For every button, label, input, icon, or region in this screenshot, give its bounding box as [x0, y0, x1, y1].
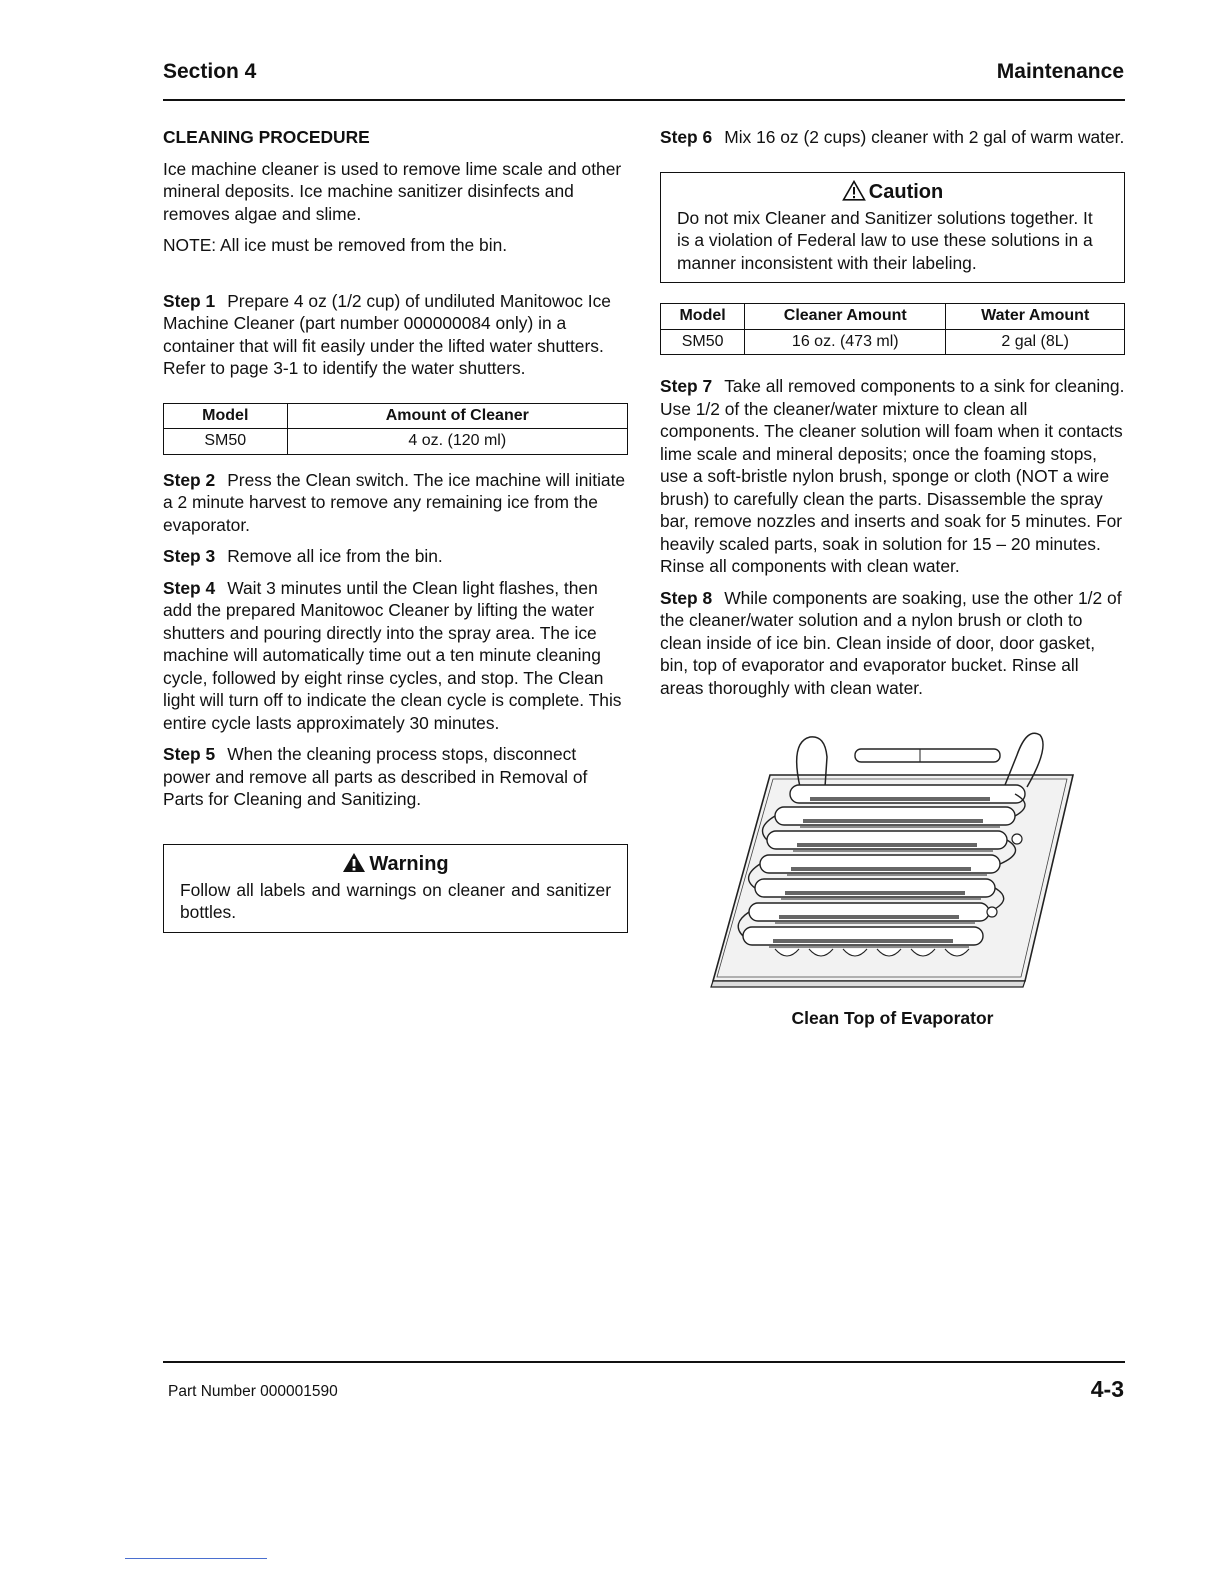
step-2-text: Press the Clean switch. The ice machine will initiate a 2 minute harvest to remove any remaining ice from the evaporator. — [163, 469, 626, 535]
step-4-text: Wait 3 minutes until the Clean light flashes, then add the prepared Manitowoc Cleaner by lifting the water shutters and pouring directly into the spray area. The ice machine will automatically time out a ten minute cleaning cycle, followed by eight rinse cycles, and stop. The Clean light will turn off to indicate the clean cycle is complete. This entire cycle lasts approximately 30 minutes. — [163, 577, 622, 733]
table-header: Model — [661, 304, 745, 330]
caution-text: Do not mix Cleaner and Sanitizer solutions together. It is a violation of Federal law to use these solutions in a manner inconsistent with their labeling. — [677, 207, 1093, 273]
evaporator-illustration — [705, 727, 1085, 997]
caution-title-text: Caution — [868, 180, 944, 203]
footer-rule — [163, 1361, 1125, 1363]
step-2-label: Step 2 — [163, 469, 216, 490]
warning-box — [163, 844, 628, 933]
warning-title-text: Warning — [369, 852, 449, 875]
warning-title — [180, 851, 611, 877]
step-7 — [660, 375, 1125, 578]
step-7-label: Step 7 — [660, 376, 713, 396]
step-6 — [660, 126, 1125, 149]
table-header: Water Amount — [946, 304, 1125, 330]
caution-title — [677, 179, 1108, 205]
page-header-title: Maintenance — [996, 60, 1124, 83]
step-3-label: Step 3 — [163, 546, 216, 566]
part-number: Part Number 000001590 — [168, 1383, 338, 1400]
table-cell: SM50 — [164, 429, 288, 455]
table-row — [661, 329, 1125, 355]
caution-box — [660, 172, 1125, 284]
note-paragraph: NOTE: All ice must be removed from the bin. — [163, 235, 508, 255]
step-8-text: While components are soaking, use the other 1/2 of the cleaner/water solution and a nylon brush or cloth to clean inside of ice bin. Clean inside of door, door gasket, bin, top of evaporator and evaporator bucket. Rinse all areas thoroughly with clean water. — [660, 587, 1122, 698]
section-label: Section 4 — [163, 60, 257, 83]
table-cell: SM50 — [661, 329, 745, 355]
intro-paragraph: Ice machine cleaner is used to remove lime scale and other mineral deposits. Ice machine sanitizer disinfects and removes algae and slime. — [163, 158, 622, 224]
table-header: Amount of Cleaner — [287, 403, 627, 429]
step-7-text: Take all removed components to a sink for cleaning. Use 1/2 of the cleaner/water mixture to clean all components. The cleaner solution will foam when it contacts lime scale and mineral deposits; once the foaming stops, use a soft-bristle nylon brush, sponge or cloth (NOT a wire brush) to carefully clean the parts. Disassemble the spray bar, remove nozzles and inserts and soak for 5 minutes. For heavily scaled parts, soak in solution for 15 – 20 minutes. Rinse all components with clean water. — [660, 376, 1125, 576]
step-2 — [163, 469, 628, 537]
step-5-text: When the cleaning process stops, disconnect power and remove all parts as described in Removal of Parts for Cleaning and Sanitizing. — [163, 744, 588, 809]
warning-icon — [342, 852, 366, 873]
step-6-label: Step 6 — [660, 127, 713, 147]
header-rule — [163, 99, 1125, 101]
page-number: 4-3 — [1090, 1376, 1124, 1402]
figure-caption: Clean Top of Evaporator — [791, 1008, 994, 1028]
left-column — [163, 126, 628, 933]
caution-icon — [842, 180, 866, 201]
evaporator-figure — [660, 727, 1125, 997]
right-column — [660, 126, 1125, 1030]
step-4-label: Step 4 — [163, 577, 216, 598]
table-row — [164, 429, 628, 455]
table-cell: 16 oz. (473 ml) — [745, 329, 946, 355]
table-header: Model — [164, 403, 288, 429]
step-4 — [163, 577, 628, 735]
cleaner-amount-table — [163, 403, 628, 455]
step-5 — [163, 743, 628, 811]
warning-text: Follow all labels and warnings on cleaner and sanitizer bottles. — [180, 879, 611, 922]
step-3-text: Remove all ice from the bin. — [227, 546, 443, 566]
step-1-label: Step 1 — [163, 290, 216, 311]
step-8 — [660, 587, 1125, 700]
mix-amount-table — [660, 303, 1125, 355]
step-1 — [163, 290, 628, 380]
step-3 — [163, 545, 628, 568]
step-1-text: Prepare 4 oz (1/2 cup) of undiluted Manitowoc Ice Machine Cleaner (part number 000000084 only) in a container that will fit easily under the lifted water shutters. Refer to page 3-1 to identify the water shutters. — [163, 290, 611, 378]
table-cell: 4 oz. (120 ml) — [287, 429, 627, 455]
step-8-label: Step 8 — [660, 587, 713, 608]
table-cell: 2 gal (8L) — [946, 329, 1125, 355]
procedure-heading: CLEANING PROCEDURE — [163, 127, 370, 147]
link-underline — [125, 1558, 267, 1559]
step-6-text: Mix 16 oz (2 cups) cleaner with 2 gal of warm water. — [724, 127, 1125, 147]
step-5-label: Step 5 — [163, 744, 216, 764]
table-header: Cleaner Amount — [745, 304, 946, 330]
